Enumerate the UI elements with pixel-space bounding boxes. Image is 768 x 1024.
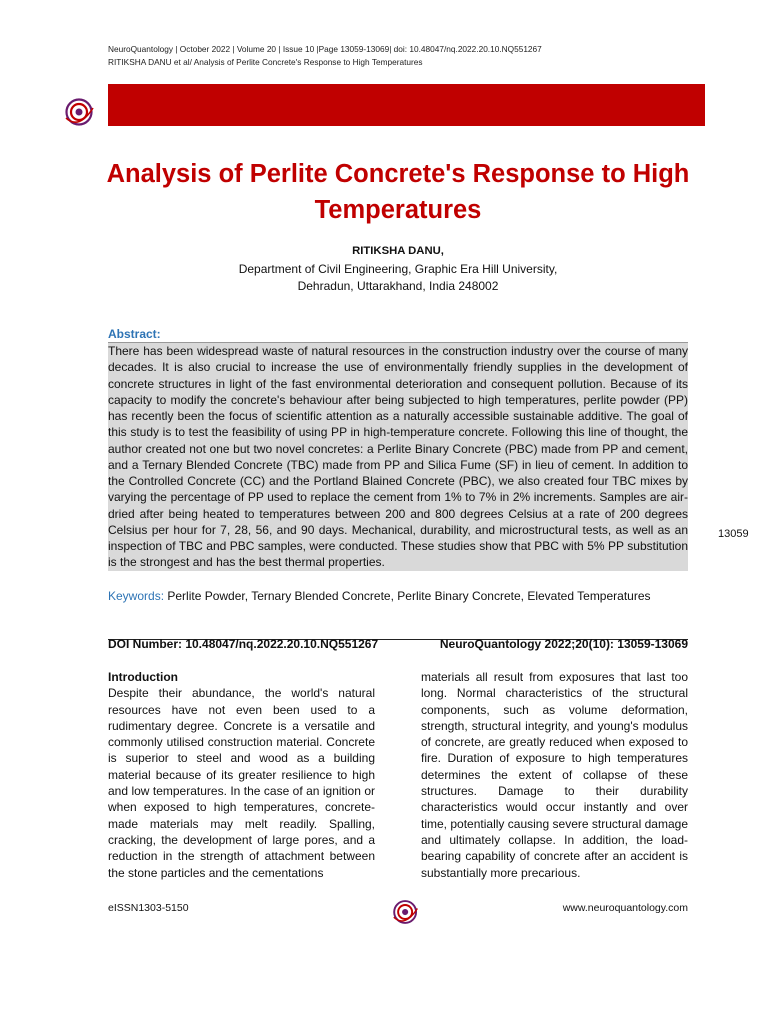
body-column-left	[108, 669, 375, 881]
introduction-heading: Introduction	[108, 670, 178, 684]
footer-website-link[interactable]: www.neuroquantology.com	[562, 902, 688, 914]
page-number: 13059	[718, 528, 749, 540]
abstract-text: There has been widespread waste of natural resources in the construction industry over the course of many decades. It is also crucial to increase the use of environmentally friendly supplies in the development of concrete structures in light of the fast environmental deterioration and consequent pollution. Because of its capacity to modify the concrete's behaviour after being subjected to high temperatures, perlite powder (PP) has recently been the focus of scientific attention as a naturally accessible sustainable additive. The goal of this study is to test the feasibility of using PP in high-temperature concrete. Following this line of thought, the author created not one but two novel concretes: a Perlite Binary Concrete (PBC) made from PP and cement, and a Ternary Blended Concrete (TBC) made from PP and Silica Fume (SF) in lieu of cement. In addition to the Controlled Concrete (CC) and the Portland Blained Concrete (PBC), we also created four TBC mixes by varying the percentage of PP used to replace the cement from 1% to 7% in 2% increments. Samples are air-dried after being heated to temperatures between 200 and 800 degrees Celsius at a rate of 200 degrees Celsius per hour for 7, 28, 56, and 90 days. Mechanical, durability, and microstructural tests, as well as an inspection of TBC and PBC samples, were conducted. These studies show that PBC with 5% PP substitution is the strongest and has the best thermal properties.	[108, 344, 688, 570]
doi-row	[108, 637, 688, 651]
paper-title: Analysis of Perlite Concrete's Response to High Temperatures	[106, 160, 690, 224]
swirl-logo-icon	[62, 96, 98, 128]
footer-issn: eISSN1303-5150	[108, 902, 189, 914]
journal-citation: NeuroQuantology 2022;20(10): 13059-13069	[439, 637, 688, 651]
author-name: RITIKSHA DANU,	[352, 245, 444, 257]
header-red-bar	[108, 84, 705, 126]
running-header-citation: NeuroQuantology | October 2022 | Volume 20 | Issue 10 |Page 13059-13069| doi: 10.48047/nq.2022.20.10.NQ551267	[108, 44, 542, 54]
keywords-label: Keywords:	[108, 589, 165, 603]
abstract-heading: Abstract:	[108, 327, 161, 341]
keywords-text: Perlite Powder, Ternary Blended Concrete, Perlite Binary Concrete, Elevated Temperatures	[164, 589, 651, 603]
running-header-short-title: RITIKSHA DANU et al/ Analysis of Perlite Concrete's Response to High Temperatures	[108, 57, 423, 67]
keywords	[108, 588, 688, 604]
doi-number: DOI Number: 10.48047/nq.2022.20.10.NQ551267	[108, 637, 379, 651]
body-paragraph-left: Despite their abundance, the world's natural resources have not even been used to a rudimentary degree. Concrete is a versatile and commonly utilised construction material. Concrete is superior to steel and wood as a building material because of its greater resilience to high and low temperatures. In the case of an ignition or when exposed to high temperatures, concrete-made materials may melt readily. Spalling, cracking, the development of large pores, and a reduction in the strength of attachment between the stone particles and the cementations	[108, 686, 375, 880]
footer-swirl-logo-icon	[390, 898, 422, 926]
body-column-right	[421, 669, 688, 881]
body-paragraph-right: materials all result from exposures that last too long. Normal characteristics of the structural components, such as volume deformation, strength, structural integrity, and young's modulus of concrete, are greatly reduced when exposed to fire. Duration of exposure to high temperatures determines the extent of collapse of these structures. Damage to their durability characteristics would occur instantly and over time, potentially causing severe structural damage and ultimately collapse. In addition, the load-bearing capability of concrete after an accident is substantially more precarious.	[421, 670, 688, 880]
affiliation-line-2: Dehradun, Uttarakhand, India 248002	[297, 279, 499, 293]
affiliation-line-1: Department of Civil Engineering, Graphic Era Hill University,	[238, 262, 558, 276]
